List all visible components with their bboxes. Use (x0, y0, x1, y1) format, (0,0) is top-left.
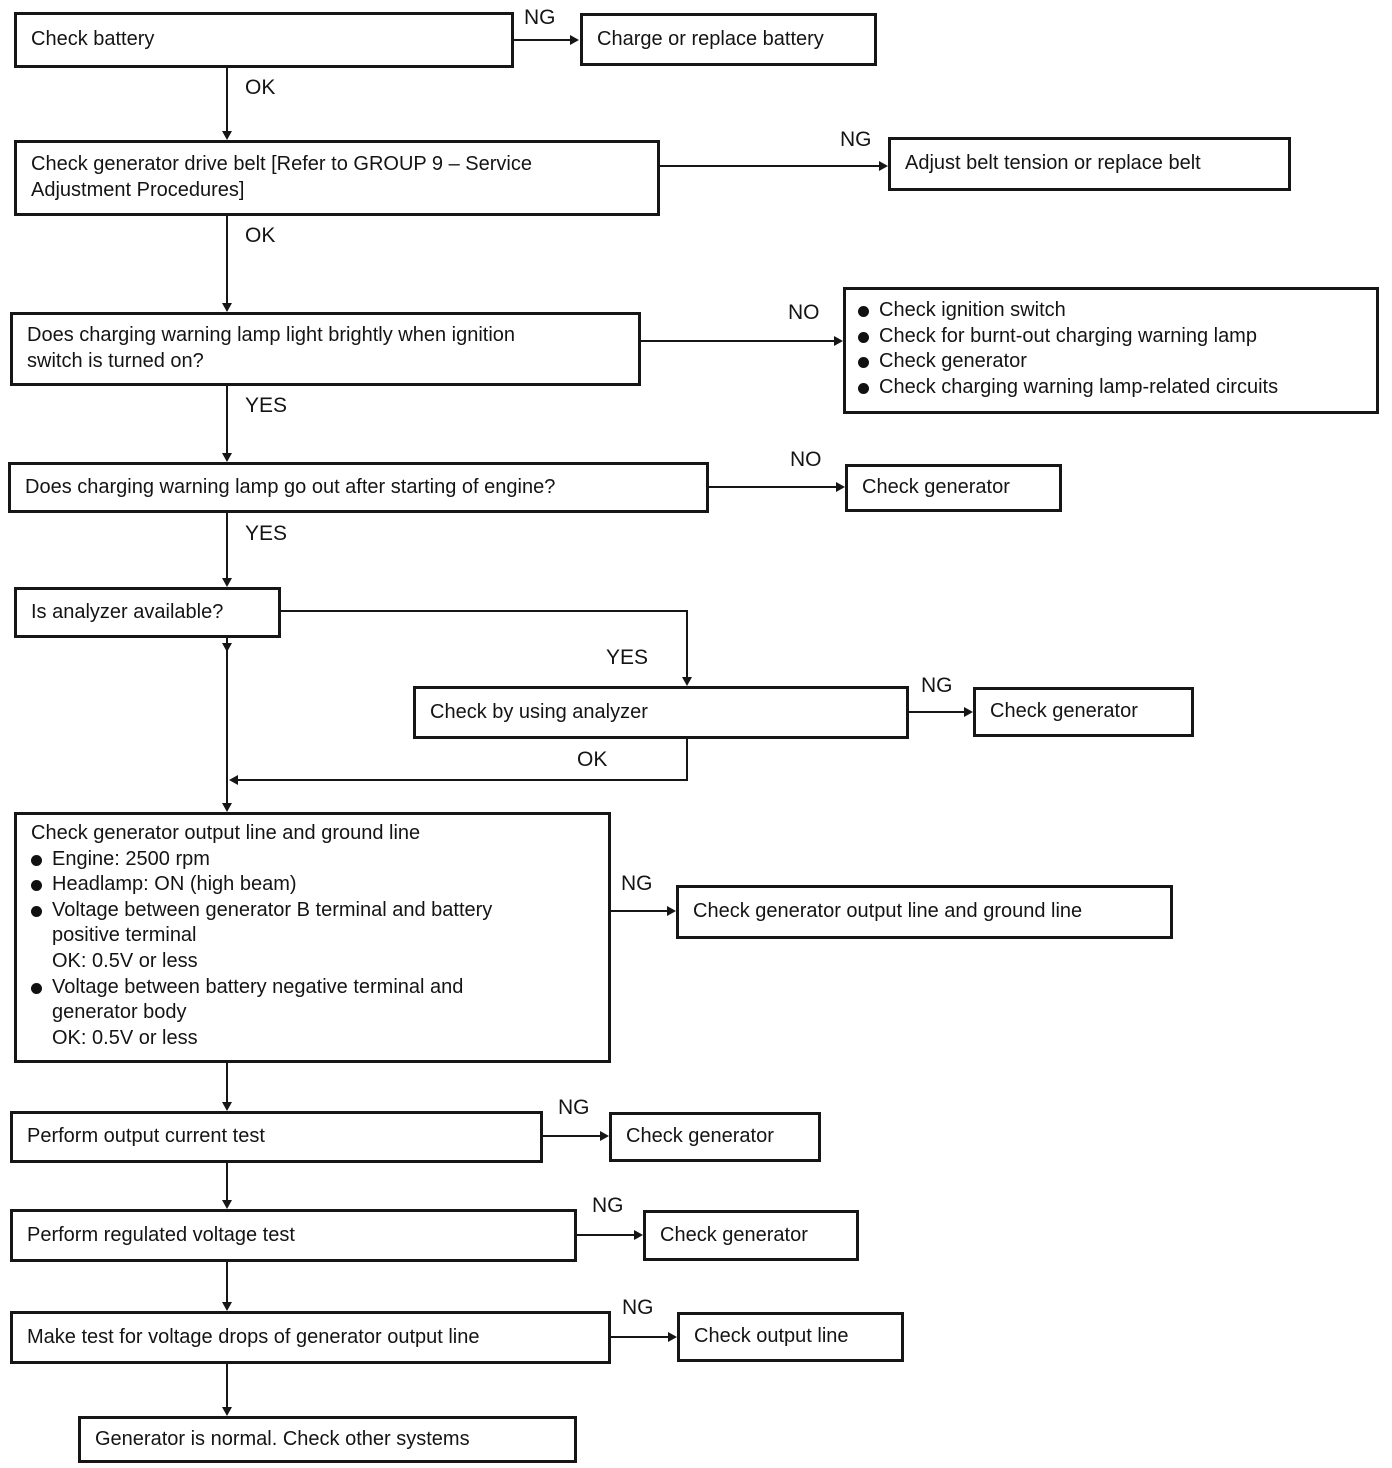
node-label: Perform regulated voltage test (27, 1223, 295, 1246)
connector-battery-ng (514, 39, 570, 41)
node-check-generator-2 (973, 687, 1194, 737)
edge-label-ok: OK (577, 748, 608, 771)
node-lamp-light-brightly (10, 312, 641, 386)
connector-lamp-no (641, 340, 834, 342)
node-label: Does charging warning lamp light brightly when ignition switch is turned on? (27, 324, 516, 372)
node-label: Check generator (660, 1223, 808, 1246)
arrow-down-icon (222, 303, 232, 312)
connector-drop-ng (611, 1336, 668, 1338)
edge-label-no: NO (790, 448, 822, 471)
arrow-right-icon (634, 1230, 643, 1240)
bullet-row (858, 298, 1364, 324)
condition-item: Voltage between generator B terminal and battery positive terminal (52, 898, 493, 947)
bullet-icon (31, 983, 42, 994)
action-item: Check for burnt-out charging warning lamp (879, 324, 1257, 347)
node-check-by-analyzer (413, 686, 909, 739)
connector-voltage-ok (226, 1262, 228, 1302)
connector-analyzer-ok-h (237, 779, 688, 781)
node-label: Is analyzer available? (31, 600, 224, 623)
edge-label-ok: OK (245, 76, 276, 99)
bullet-row (31, 872, 594, 898)
edge-label-yes: YES (245, 394, 288, 417)
node-label: Check generator (862, 476, 1010, 499)
arrow-down-icon (222, 1200, 232, 1209)
arrow-right-icon (600, 1131, 609, 1141)
node-label: Charge or replace battery (597, 27, 824, 50)
connector-battery-ok (226, 68, 228, 131)
connector-analyzer-yes-h (281, 610, 688, 612)
node-label: Check generator (626, 1125, 774, 1148)
node-label: Check generator (990, 700, 1138, 723)
arrow-right-icon (879, 161, 888, 171)
edge-label-ng: NG (622, 1296, 654, 1319)
bullet-icon (858, 332, 869, 343)
node-adjust-belt (888, 137, 1291, 191)
bullet-icon (858, 357, 869, 368)
node-is-analyzer-available (14, 587, 281, 638)
node-voltage-drop-test (10, 1311, 611, 1364)
connector-analyzer-ok-v (686, 739, 688, 781)
node-label: Check battery (31, 28, 155, 51)
node-label: Does charging warning lamp go out after starting of engine? (25, 475, 556, 498)
edge-label-ng: NG (524, 6, 556, 29)
connector-belt-ng (660, 165, 879, 167)
connector-voltage-ng (577, 1234, 634, 1236)
arrow-down-icon (222, 578, 232, 587)
node-output-current-test (10, 1111, 543, 1163)
action-item: Check charging warning lamp-related circuits (879, 375, 1279, 398)
bullet-row (31, 975, 594, 1026)
bullet-row (858, 375, 1364, 401)
arrow-right-icon (964, 707, 973, 717)
edge-label-ng: NG (621, 872, 653, 895)
condition-note: OK: 0.5V or less (52, 1026, 198, 1049)
edge-label-ng: NG (558, 1096, 590, 1119)
condition-item: Voltage between battery negative terminal and generator body (52, 975, 464, 1024)
arrow-down-icon (682, 677, 692, 686)
node-label: Adjust belt tension or replace belt (905, 152, 1201, 175)
edge-label-ng: NG (840, 128, 872, 151)
arrow-left-icon (229, 775, 238, 785)
node-label: Perform output current test (27, 1125, 265, 1148)
arrow-right-icon (667, 906, 676, 916)
arrow-right-icon (668, 1332, 677, 1342)
condition-item: Headlamp: ON (high beam) (52, 873, 297, 896)
arrow-down-icon (222, 803, 232, 812)
bullet-icon (858, 306, 869, 317)
node-lamp-go-out (8, 462, 709, 513)
node-label: Check by using analyzer (430, 700, 648, 723)
node-label: Generator is normal. Check other systems (95, 1427, 470, 1450)
node-check-battery (14, 12, 514, 68)
bullet-row (858, 349, 1364, 375)
connector-current-ng (543, 1135, 600, 1137)
arrow-right-icon (570, 35, 579, 45)
bullet-icon (31, 906, 42, 917)
node-check-generator-1 (845, 464, 1062, 512)
bullet-row (31, 847, 594, 873)
node-charge-or-replace-battery (580, 13, 877, 66)
edge-label-ok: OK (245, 224, 276, 247)
arrow-down-icon (222, 1302, 232, 1311)
node-check-output-ground-line (676, 885, 1173, 939)
bullet-icon (31, 855, 42, 866)
condition-item: Engine: 2500 rpm (52, 847, 210, 870)
connector-bigbox-ng (611, 910, 667, 912)
connector-analyzer-no-v (226, 638, 228, 803)
bullet-icon (858, 383, 869, 394)
connector-lamp-yes (226, 386, 228, 453)
bullet-row (858, 324, 1364, 350)
node-check-generator-4 (643, 1210, 859, 1261)
node-label: Make test for voltage drops of generator output line (27, 1325, 480, 1348)
action-item: Check generator (879, 350, 1027, 373)
connector-goout-yes (226, 513, 228, 578)
connector-drop-ok (226, 1364, 228, 1407)
connector-current-ok (226, 1163, 228, 1200)
node-label: Check output line (694, 1325, 849, 1348)
node-check-output-line (677, 1312, 904, 1362)
connector-goout-no (709, 486, 836, 488)
node-label: Check generator output line and ground line (693, 900, 1083, 923)
edge-label-yes: YES (606, 646, 649, 669)
node-check-drive-belt (14, 140, 660, 216)
arrow-right-icon (836, 482, 845, 492)
condition-note: OK: 0.5V or less (52, 949, 198, 972)
connector-analyzer-ng (909, 711, 964, 713)
bullet-icon (31, 880, 42, 891)
arrow-down-icon (222, 1102, 232, 1111)
arrow-down-icon (222, 643, 232, 652)
connector-analyzer-yes-v (686, 610, 688, 677)
arrow-down-icon (222, 453, 232, 462)
node-output-ground-check (14, 812, 611, 1063)
connector-bigbox-ok (226, 1063, 228, 1102)
bullet-row (31, 898, 594, 949)
arrow-down-icon (222, 131, 232, 140)
edge-label-no: NO (788, 301, 820, 324)
node-label: Check generator drive belt [Refer to GROUP 9 – Service Adjustment Procedures] (31, 153, 532, 201)
arrow-right-icon (834, 336, 843, 346)
edge-label-yes: YES (245, 522, 288, 545)
edge-label-ng: NG (592, 1194, 624, 1217)
node-regulated-voltage-test (10, 1209, 577, 1262)
node-title: Check generator output line and ground line (31, 822, 421, 844)
edge-label-ng: NG (921, 674, 953, 697)
node-generator-normal (78, 1416, 577, 1463)
node-check-generator-3 (609, 1112, 821, 1162)
connector-belt-ok (226, 216, 228, 303)
arrow-down-icon (222, 1407, 232, 1416)
node-lamp-no-actions (843, 287, 1379, 414)
action-item: Check ignition switch (879, 299, 1066, 321)
